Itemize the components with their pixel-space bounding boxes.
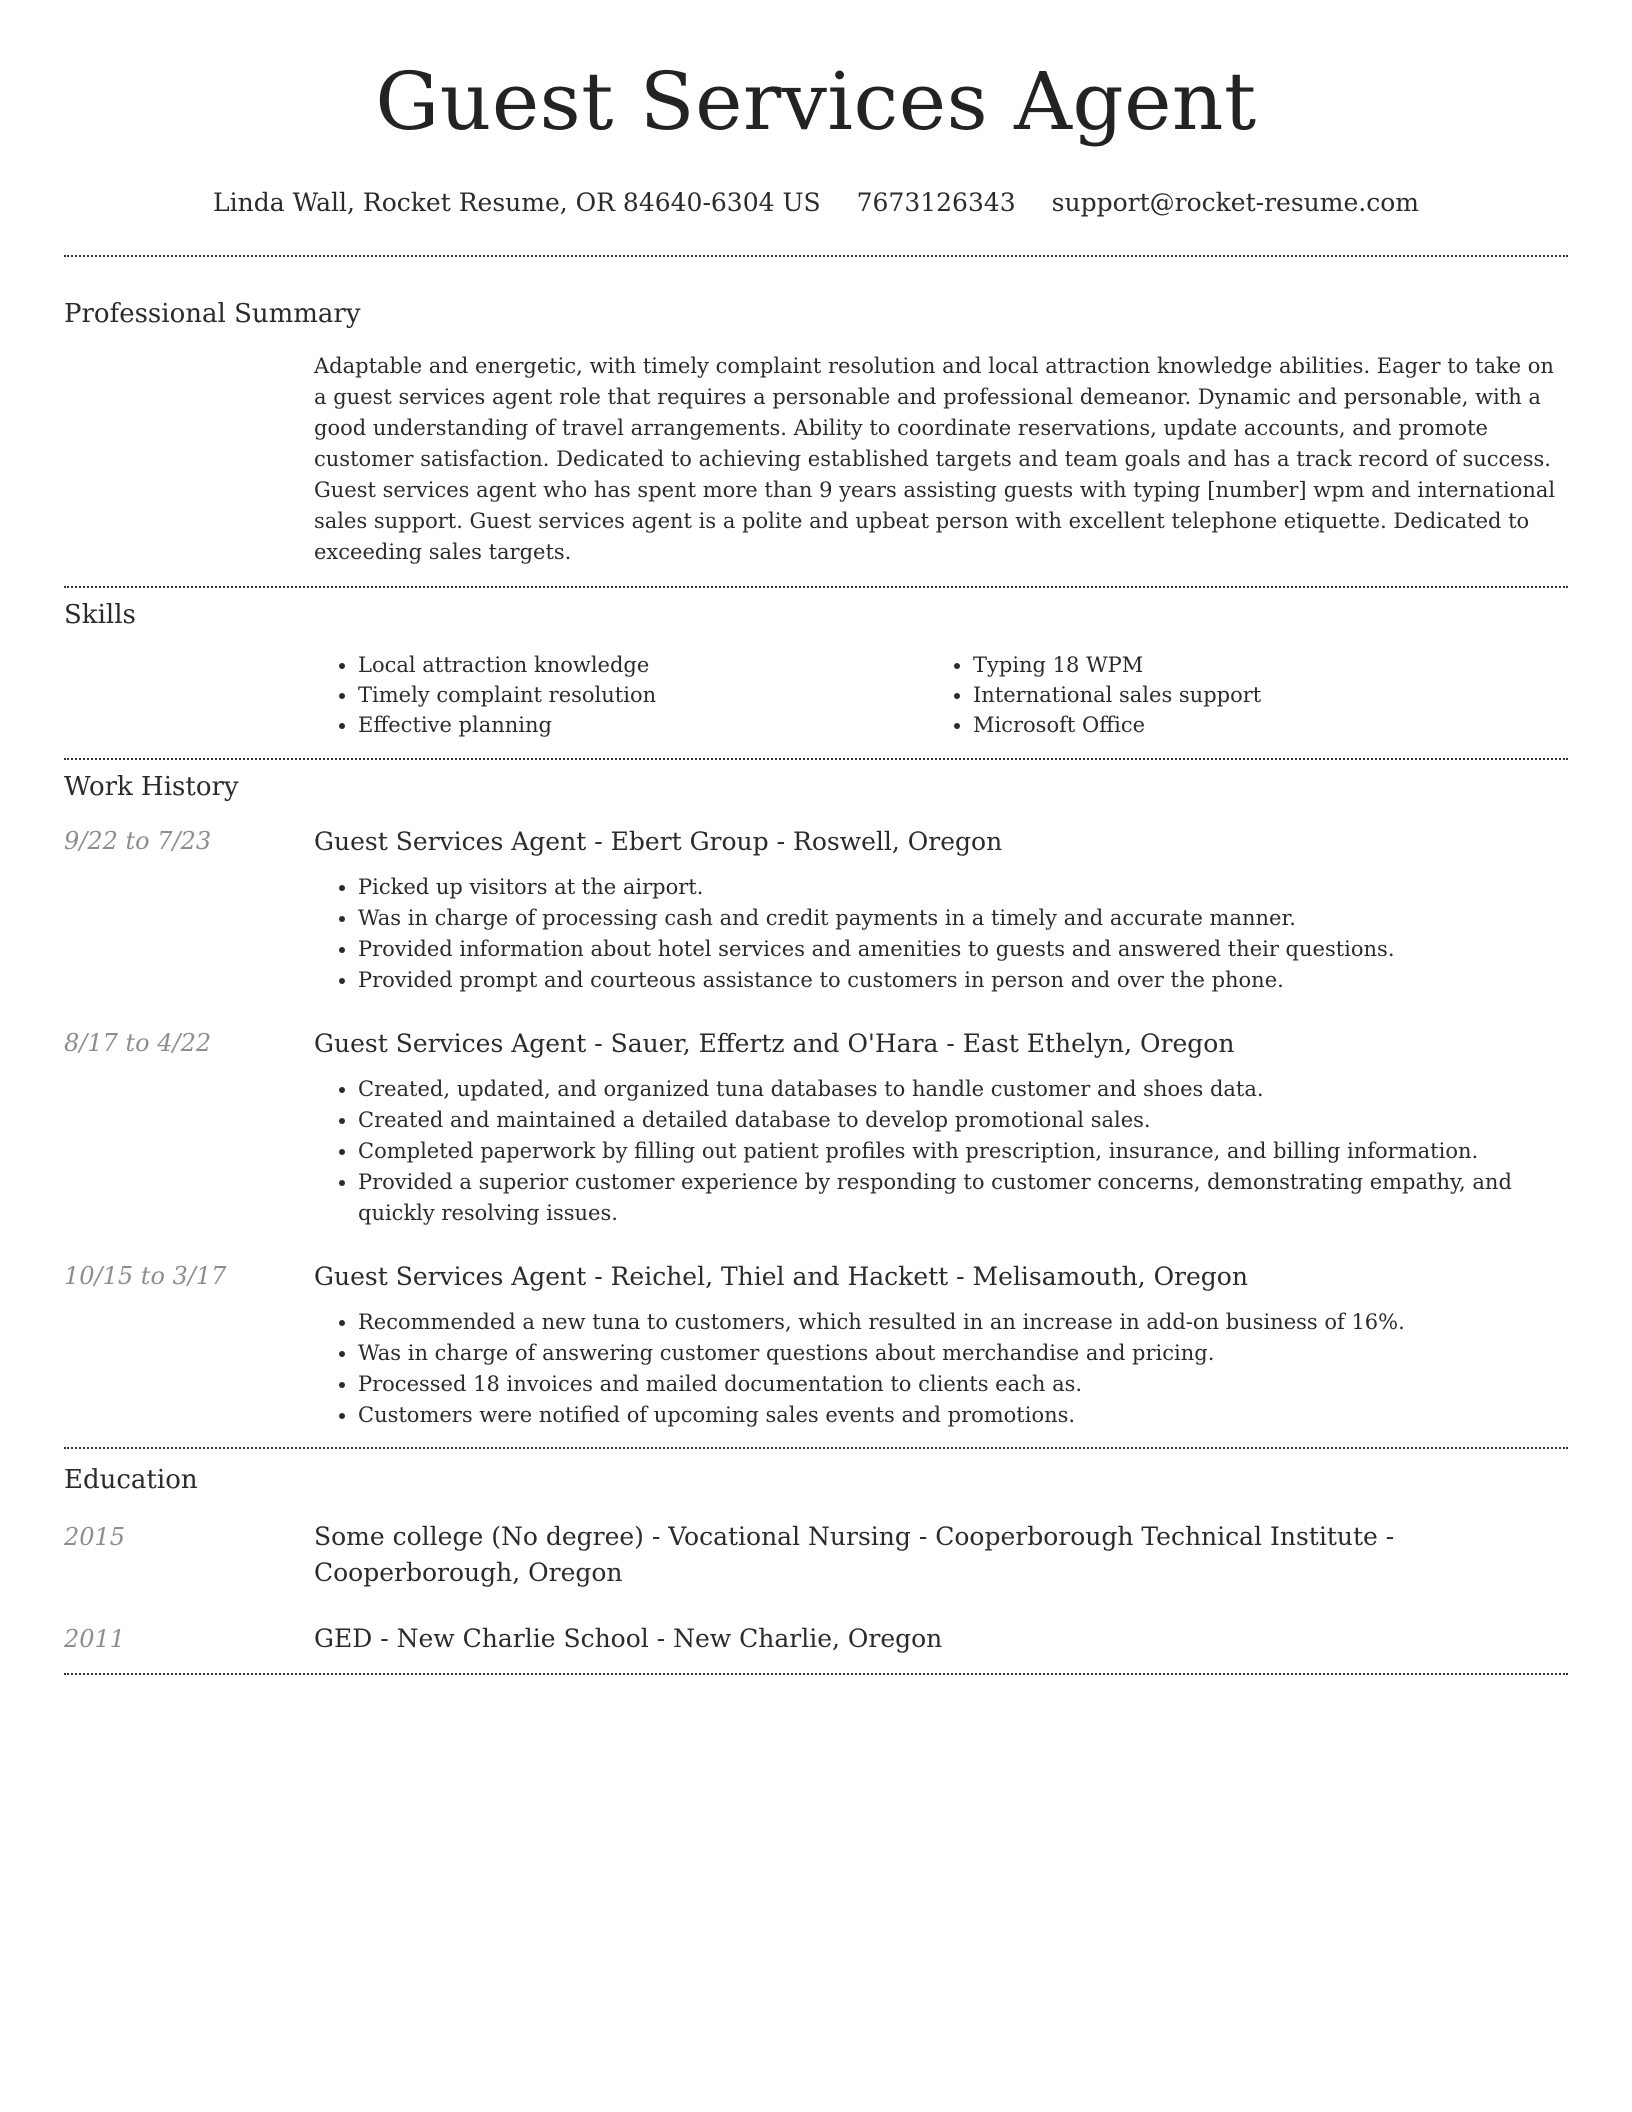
contact-address: Linda Wall, Rocket Resume, OR 84640-6304 US <box>213 188 821 217</box>
work-history-section <box>64 770 1568 1447</box>
education-heading-text: Some college (No degree) - Vocational Nursing - Cooperborough Technical Institute - Cooperborough, Oregon <box>314 1522 1395 1587</box>
job-bullet: • Recommended a new tuna to customers, which resulted in an increase in add-on business of 16%. <box>358 1307 1568 1338</box>
contact-email: support@rocket-resume.com <box>1051 188 1419 217</box>
job-heading: Guest Services Agent - Sauer, Effertz and O'Hara - East Ethelyn, Oregon <box>314 1029 1235 1058</box>
divider <box>64 586 1568 588</box>
job-bullet: • Completed paperwork by filling out patient profiles with prescription, insurance, and billing information. <box>358 1136 1568 1167</box>
skill-item: • Effective planning <box>358 710 929 740</box>
education-date: 2011 <box>64 1625 126 1653</box>
education-heading-text: GED - New Charlie School - New Charlie, Oregon <box>314 1624 943 1653</box>
job-bullet: • Provided a superior customer experience by responding to customer concerns, demonstrating empathy, and quickly resolving issues. <box>358 1167 1568 1229</box>
divider <box>64 758 1568 760</box>
job-bullet: • Provided prompt and courteous assistance to customers in person and over the phone. <box>358 965 1568 996</box>
job-body <box>314 1259 1568 1431</box>
contact-phone: 7673126343 <box>856 188 1016 217</box>
education-section <box>64 1463 1568 1673</box>
job-bullet: • Was in charge of processing cash and credit payments in a timely and accurate manner. <box>358 903 1568 934</box>
job-bullets <box>314 1074 1568 1229</box>
skills-list-left <box>314 650 929 740</box>
skill-item: • Microsoft Office <box>973 710 1544 740</box>
job-bullet: • Customers were notified of upcoming sales events and promotions. <box>358 1400 1568 1431</box>
contact-line <box>64 186 1568 220</box>
job-body <box>314 1026 1568 1229</box>
job-body <box>314 824 1568 996</box>
job-entry <box>64 1259 1568 1447</box>
education-entry <box>64 1519 1568 1591</box>
job-entry <box>64 824 1568 996</box>
resume-title: Guest Services Agent <box>375 55 1257 148</box>
skills-grid <box>314 650 1568 758</box>
job-bullet: • Provided information about hotel services and amenities to guests and answered their questions. <box>358 934 1568 965</box>
summary-heading: Professional Summary <box>64 299 361 329</box>
job-date: 9/22 to 7/23 <box>64 827 212 855</box>
skill-item: • International sales support <box>973 680 1544 710</box>
job-bullet: • Created and maintained a detailed database to develop promotional sales. <box>358 1105 1568 1136</box>
job-date: 10/15 to 3/17 <box>64 1262 227 1290</box>
summary-text: Adaptable and energetic, with timely complaint resolution and local attraction knowledge abilities. Eager to take on a guest services agent role that requires a personable and professional demeanor. Dynamic and personable, with a good understanding of travel arrangements. Ability to coordinate reservations, update accounts, and promote customer satisfaction. Dedicated to achieving established targets and team goals and has a track record of success. Guest services agent who has spent more than 9 years assisting guests with typing [number] wpm and international sales support. Guest services agent is a polite and upbeat person with excellent telephone etiquette. Dedicated to exceeding sales targets. <box>314 354 1556 564</box>
job-heading: Guest Services Agent - Ebert Group - Roswell, Oregon <box>314 827 1003 856</box>
job-heading: Guest Services Agent - Reichel, Thiel and Hackett - Melisamouth, Oregon <box>314 1262 1248 1291</box>
education-entry <box>64 1621 1568 1673</box>
summary-section <box>64 297 1568 586</box>
skills-list-right <box>929 650 1544 740</box>
job-bullet: • Created, updated, and organized tuna databases to handle customer and shoes data. <box>358 1074 1568 1105</box>
education-date: 2015 <box>64 1523 126 1551</box>
divider <box>64 1447 1568 1449</box>
job-bullet: • Was in charge of answering customer questions about merchandise and pricing. <box>358 1338 1568 1369</box>
education-heading: Education <box>64 1465 198 1495</box>
skills-heading: Skills <box>64 600 136 630</box>
skill-item: • Timely complaint resolution <box>358 680 929 710</box>
skill-item: • Typing 18 WPM <box>973 650 1544 680</box>
job-bullets <box>314 1307 1568 1431</box>
divider <box>64 255 1568 257</box>
job-bullet: • Picked up visitors at the airport. <box>358 872 1568 903</box>
job-entry <box>64 1026 1568 1229</box>
job-date: 8/17 to 4/22 <box>64 1029 212 1057</box>
job-bullet: • Processed 18 invoices and mailed documentation to clients each as. <box>358 1369 1568 1400</box>
skill-item: • Local attraction knowledge <box>358 650 929 680</box>
divider <box>64 1673 1568 1675</box>
work-history-heading: Work History <box>64 772 239 802</box>
job-bullets <box>314 872 1568 996</box>
skills-section <box>64 598 1568 758</box>
